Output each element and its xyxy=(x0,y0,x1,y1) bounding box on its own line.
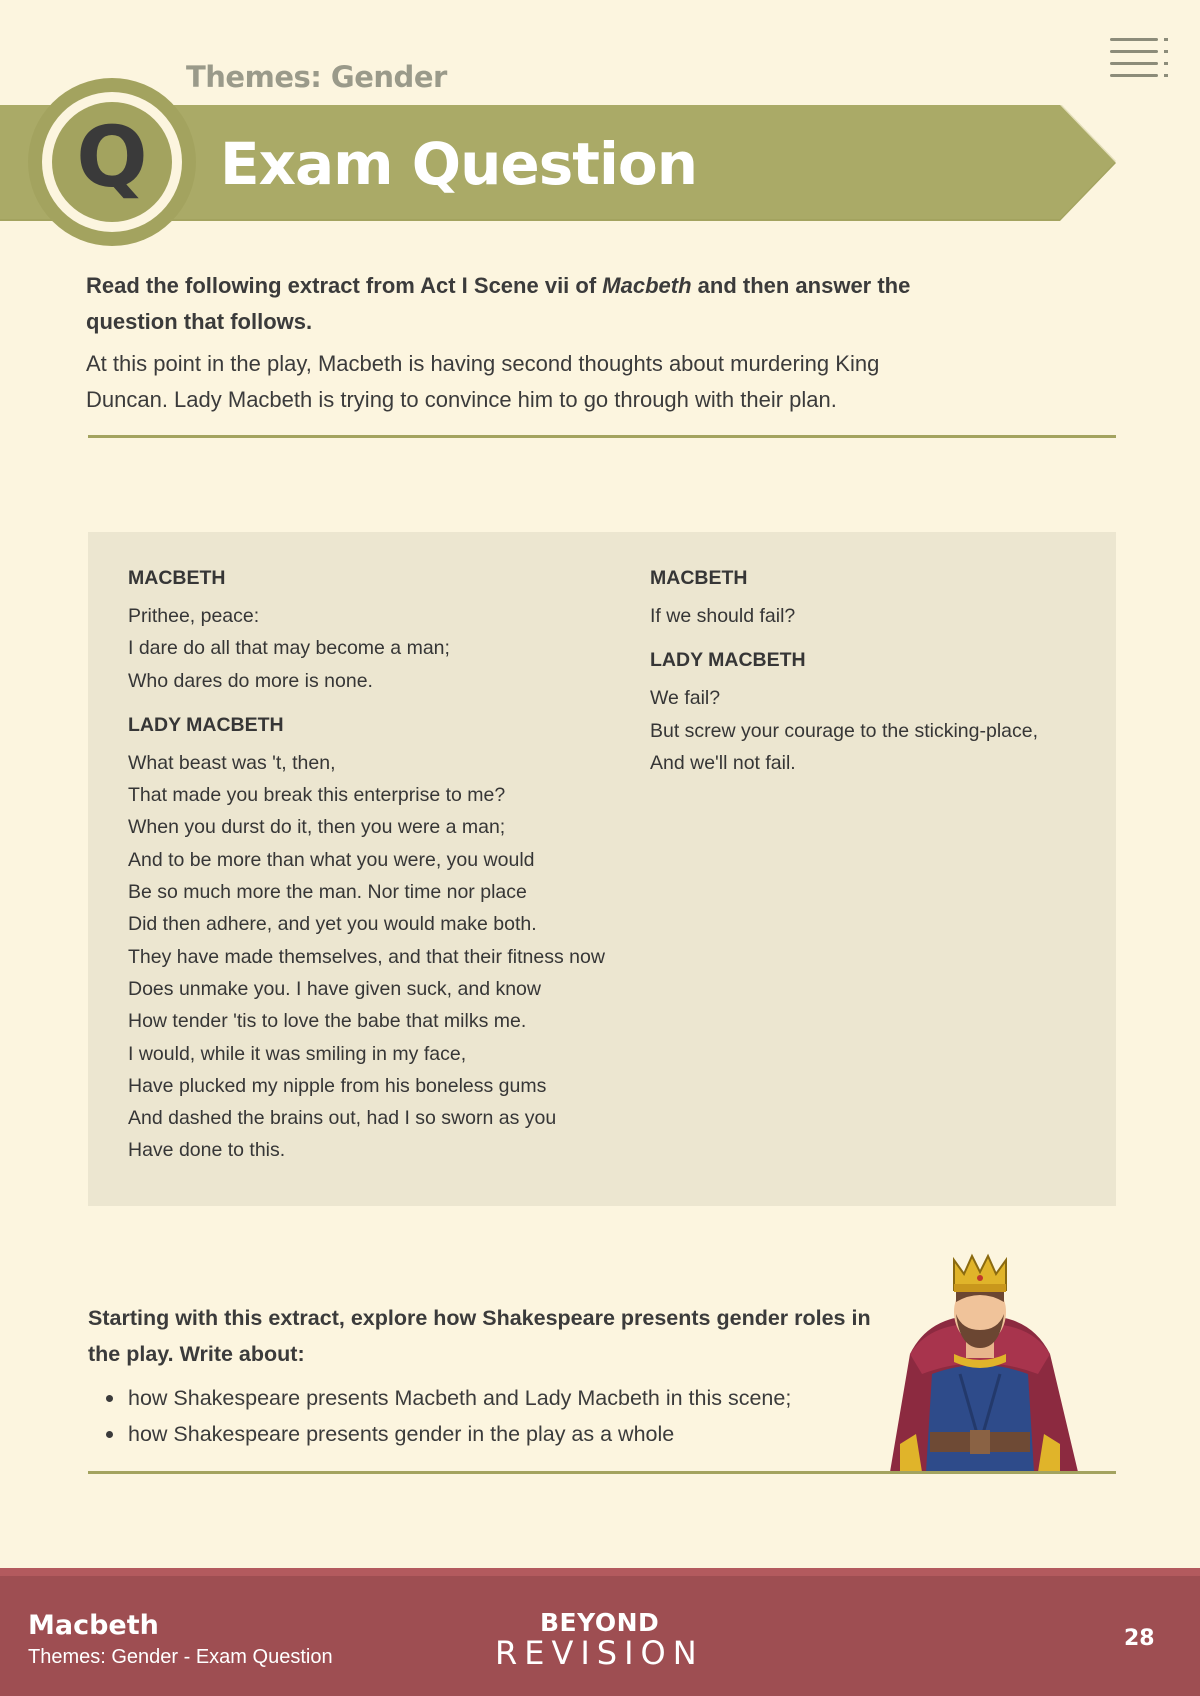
extract-right-column xyxy=(650,562,1100,791)
bullet-item: how Shakespeare presents Macbeth and Lady Macbeth in this scene; xyxy=(88,1380,888,1416)
verse-line: Did then adhere, and yet you would make both. xyxy=(128,913,537,936)
speech-block xyxy=(128,562,628,697)
speech-block xyxy=(650,562,1100,632)
verse-line: Who dares do more is none. xyxy=(128,669,373,692)
verse-line: That made you break this enterprise to me? xyxy=(128,784,506,807)
verse-line: I dare do all that may become a man; xyxy=(128,637,450,660)
question-bullets xyxy=(88,1380,888,1452)
question-prompt: Starting with this extract, explore how Shakespeare presents gender roles in the play. Write about: xyxy=(88,1306,871,1366)
verse-line: Does unmake you. I have given suck, and know xyxy=(128,977,541,1000)
verse-line: What beast was 't, then, xyxy=(128,751,336,774)
verse-line: And we'll not fail. xyxy=(650,751,796,774)
q-badge-icon xyxy=(26,76,198,248)
speech-block xyxy=(650,644,1100,779)
verse-line: We fail? xyxy=(650,687,721,710)
instruction-text: Read the following extract from Act I Scene vii of Macbeth and then answer the question that follows. xyxy=(86,273,911,334)
footer-title: Macbeth xyxy=(28,1610,159,1641)
speaker-name: LADY MACBETH xyxy=(650,649,806,672)
badge-letter: Q xyxy=(76,108,148,206)
verse-line: When you durst do it, then you were a man; xyxy=(128,816,506,839)
extract-left-column xyxy=(128,562,628,1179)
intro-section xyxy=(86,268,966,418)
brand-logo-top: BEYOND xyxy=(540,1608,660,1637)
footer-subtitle: Themes: Gender - Exam Question xyxy=(28,1646,333,1668)
verse-line: They have made themselves, and that their fitness now xyxy=(128,945,605,968)
context-text: At this point in the play, Macbeth is having second thoughts about murdering King Duncan. Lady Macbeth is trying to convince him to go through with their plan. xyxy=(86,351,880,412)
verse-line: Have plucked my nipple from his boneless gums xyxy=(128,1074,547,1097)
verse-line: Prithee, peace: xyxy=(128,605,260,627)
king-illustration xyxy=(870,1244,1090,1472)
bullet-item: how Shakespeare presents gender in the play as a whole xyxy=(88,1416,888,1452)
footer-stripe xyxy=(0,1568,1200,1576)
speech-block xyxy=(128,709,628,1167)
verse-line: Have done to this. xyxy=(128,1139,286,1162)
menu-icon[interactable] xyxy=(1110,36,1170,80)
brand-logo-bottom: REVISION xyxy=(495,1634,704,1672)
verse-line: How tender 'tis to love the babe that milks me. xyxy=(128,1010,527,1033)
extract-box xyxy=(88,532,1116,1206)
speaker-name: MACBETH xyxy=(128,567,226,589)
divider xyxy=(88,1471,1116,1474)
speaker-name: MACBETH xyxy=(650,567,748,589)
verse-line: And to be more than what you were, you would xyxy=(128,848,535,871)
question-section xyxy=(88,1300,888,1452)
verse-line: Be so much more the man. Nor time nor place xyxy=(128,881,527,904)
page-number: 28 xyxy=(1124,1626,1155,1651)
divider xyxy=(88,435,1116,438)
verse-line: But screw your courage to the sticking-place, xyxy=(650,719,1039,742)
verse-line: If we should fail? xyxy=(650,605,796,627)
section-subtitle: Themes: Gender xyxy=(186,60,447,94)
verse-line: I would, while it was smiling in my face, xyxy=(128,1042,467,1065)
speaker-name: LADY MACBETH xyxy=(128,713,284,736)
verse-line: And dashed the brains out, had I so sworn as you xyxy=(128,1107,557,1130)
page-title: Exam Question xyxy=(220,130,697,198)
